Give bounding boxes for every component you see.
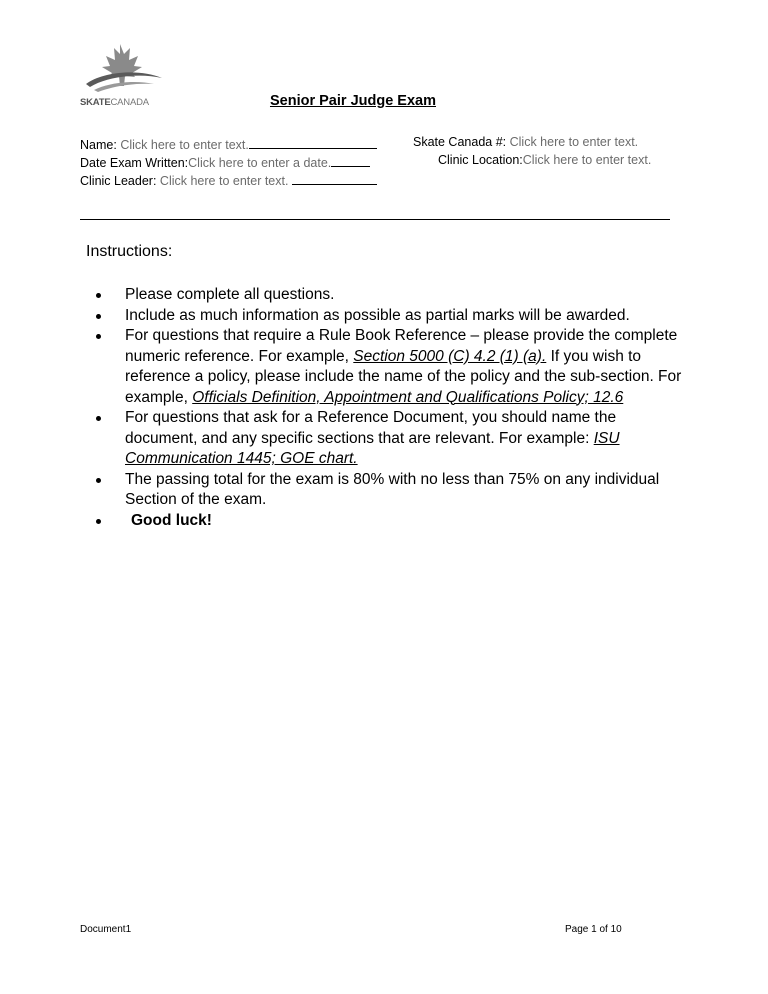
clinic-leader-underline xyxy=(292,171,377,185)
clinic-leader-field xyxy=(80,171,377,188)
list-item: Please complete all questions. xyxy=(86,285,686,306)
logo-wordmark: SKATECANADA xyxy=(80,97,149,108)
date-exam-written-field xyxy=(80,153,370,170)
name-label: Name: xyxy=(80,138,117,152)
skate-canada-number-label: Skate Canada #: xyxy=(413,135,507,149)
policy-reference-example: Officials Definition, Appointment and Qualifications Policy; 12.6 xyxy=(192,388,624,406)
list-item: For questions that require a Rule Book Reference – please provide the complete numeric reference. For example, Section 5000 (C) 4.2 (1) (a). If you wish to reference a policy, please include the name of the policy and the sub-section. For example, Officials Definition, Appointment and Qualifications Policy; 12.6 xyxy=(86,326,686,408)
date-underline xyxy=(331,153,370,167)
skate-canada-number-input[interactable]: Click here to enter text. xyxy=(509,135,639,149)
name-underline xyxy=(249,135,377,149)
list-item: Include as much information as possible as partial marks will be awarded. xyxy=(86,306,686,327)
page-title: Senior Pair Judge Exam xyxy=(269,93,436,109)
horizontal-divider xyxy=(80,219,670,220)
clinic-location-input[interactable]: Click here to enter text. xyxy=(522,153,652,167)
list-item: The passing total for the exam is 80% with no less than 75% on any individual Section of the exam. xyxy=(86,470,686,511)
rule-book-reference-example: Section 5000 (C) 4.2 (1) (a). xyxy=(353,347,547,365)
date-exam-written-input[interactable]: Click here to enter a date. xyxy=(188,156,332,170)
date-exam-written-label: Date Exam Written: xyxy=(80,156,189,170)
clinic-location-label: Clinic Location: xyxy=(438,153,523,167)
maple-leaf-icon xyxy=(80,40,166,98)
footer-page-number: Page 1 of 10 xyxy=(565,924,622,935)
list-item: For questions that ask for a Reference Document, you should name the document, and any specific sections that are relevant. For example: ISU Communication 1445; GOE chart. xyxy=(86,408,686,470)
clinic-leader-input[interactable]: Click here to enter text. xyxy=(159,174,289,188)
skate-canada-number-field xyxy=(413,135,638,149)
instructions-list xyxy=(86,285,686,531)
footer-document-name: Document1 xyxy=(80,924,132,935)
name-field xyxy=(80,135,377,152)
list-item xyxy=(86,511,686,532)
reference-document-example: ISU Communication 1445; GOE chart. xyxy=(125,429,620,467)
instructions-heading: Instructions: xyxy=(86,243,173,260)
clinic-location-field xyxy=(438,153,651,167)
clinic-leader-label: Clinic Leader: xyxy=(80,174,157,188)
good-luck-text: Good luck! xyxy=(131,511,212,529)
name-input[interactable]: Click here to enter text. xyxy=(120,138,249,152)
